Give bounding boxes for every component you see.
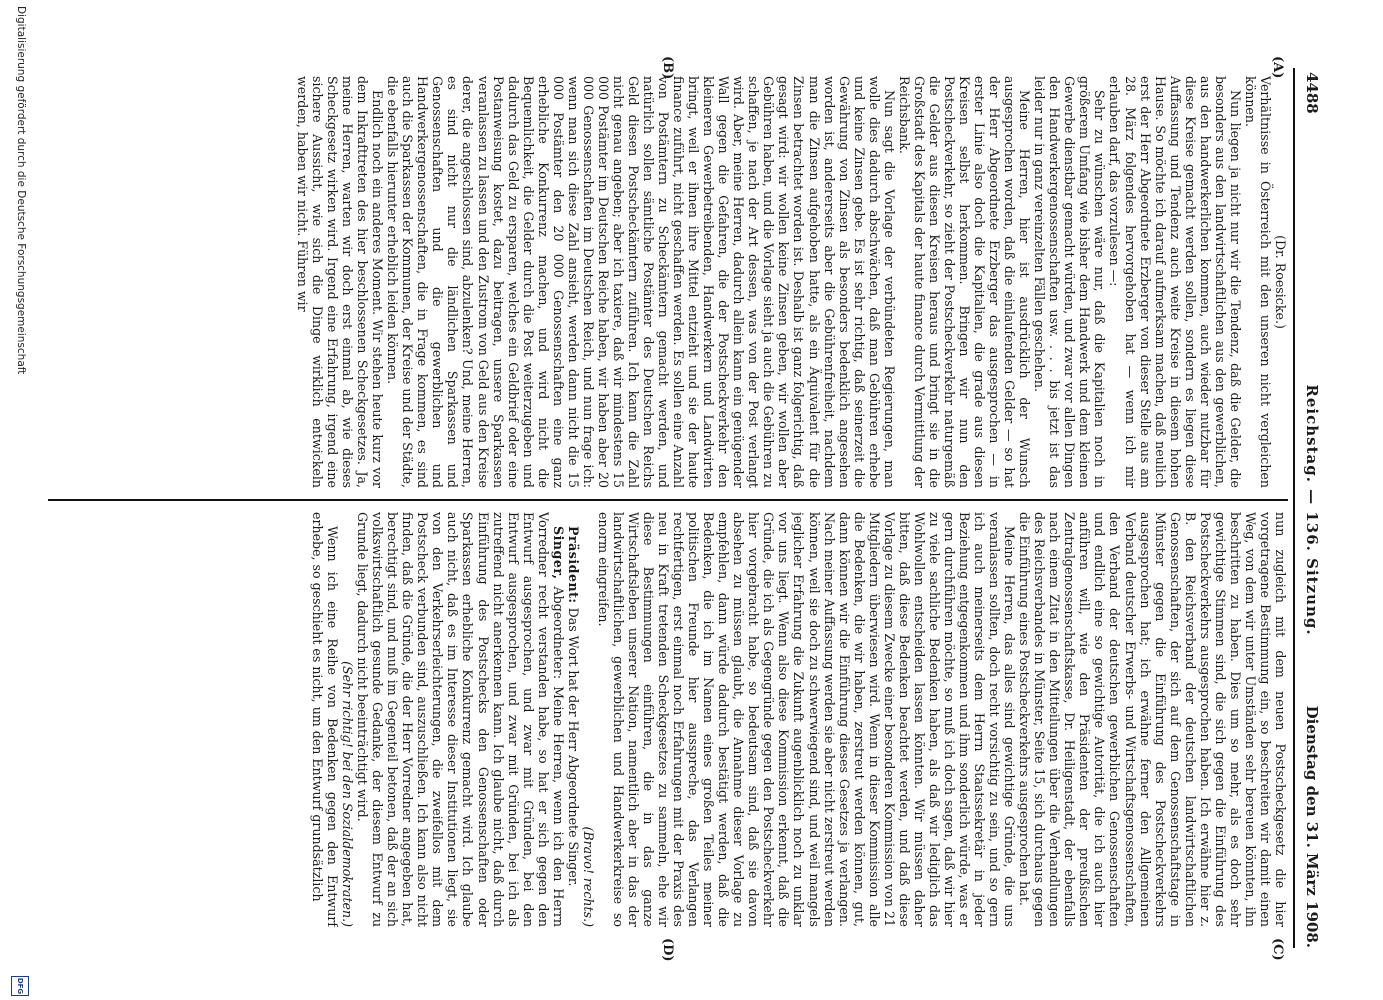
margin-marker-a: (A) <box>1270 56 1285 79</box>
page-number: 4488 <box>1303 72 1321 114</box>
speaker-name: Präsident: <box>565 526 581 604</box>
paragraph: Wenn ich eine Reihe von Bedenken gegen den Entwurf erhebe, so geschieht es nicht, um den Entwurf grundsätzlich <box>310 512 341 927</box>
paragraph: Endlich noch ein anderes Moment. Wir stehen heute kurz vor dem Inkrafttreten des hier beschlossenen Scheckgesetzes. Ja, meine Herren, warten wir doch erst einmal ab, wie dieses Scheckgesetz wirken wird. Irgend eine Erfahrung, irgend eine sichere Aussicht, wie sich die Dinge wirklich entwickeln werden, haben wir nicht. Führen wir <box>294 76 386 488</box>
paragraph <box>566 512 581 927</box>
dfg-logo: DFG <box>11 976 29 996</box>
margin-marker-c: (C) <box>1270 938 1285 961</box>
left-column <box>48 76 1288 488</box>
header-rule <box>1293 68 1295 948</box>
column-divider <box>48 499 1288 501</box>
paragraph: (Sehr richtig! bei den Sozialdemokraten.) <box>340 661 356 927</box>
paragraph: Nun liegen ja nicht nur wir die Tendenz, daß die Gelder, die besonders aus den landwirtschaftlichen aus den gewerblichen, aus den handwerkerlichen kommen, auch wieder nutzbar für diese Kreise gemacht werden sollen, sondern es liegen diese Auffassung und Tendenz auch weite Kreise in diesem hohen Hause. So möchte ich darauf aufmerksam machen, daß neulich erst der Herr Abgeordnete Erzberger von dieser Stelle aus am 28. März folgendes hervorgehoben hat — wenn ich mir erlauben darf, das vorzulesen —: <box>1107 76 1243 488</box>
paragraph-text: Das Wort hat der Herr Abgeordnete Singer. <box>565 603 581 887</box>
paragraph: Meine Herren, hier ist ausdrücklich der Wunsch ausgesprochen worden, daß die einlaufenden Gelder — so hat der Herr Abgeordnete Erzberger das ausgesprochen — in erster Linie also doch die Kapitalien, die grade aus diesen Kreisen selbst herkommen. Bringen wir nun den Postscheckverkehr, so zieht der Postscheckverkehr naturgemäß die Gelder aus diesen Kreisen heraus und bringt sie in die Großstadt des Kapitals der haute finance durch Vermittlung der Reichsbank. <box>896 76 1033 488</box>
paragraph: (Bravo! rechts.) <box>580 826 596 927</box>
attribution-text: Digitalisierung gefördert durch die Deutsche Forschungsgemeinschaft <box>15 6 27 375</box>
session-date: Dienstag den 31. März 1908. <box>1303 705 1321 948</box>
paragraph: Sehr zu wünschen wäre nur, daß die Kapitalien noch in größerem Umfang wie bisher dem Handwerk und dem kleinen Gewerbe dienstbar gemacht würden, und zwar vor allen Dingen den Handwerkergenossenschaften usw. . . . bis jetzt ist das leider nur in ganz vereinzelten Fällen geschehen. <box>1032 76 1108 488</box>
paragraph-text: Abgeordneter: Meine Herren, wenn ich den Herrn Vorredner recht verstanden habe, so hat er sich gegen den Entwurf ausgesprochen, und zwar mit Gründen, bei den Entwurf ausgesprochen, und zwar mit Gründen, bei ich als zutreffend nicht anerkennen kann. Ich glaube nicht, daß durch Einführung des Postschecks den Genossenschaften oder Sparkassen erhebliche Konkurrenz gemacht wird. Ich glaube auch nicht, daß es im Interesse dieser Institutionen liegt, sie von den Verkehrserleichterungen, die zweifellos mit dem Postscheck verbunden sind, auszuschließen. Ich kann also nicht finden, daß die Gründe, die der Herr Vorredner angegeben hat, berechtigt sind, und muß im Gegenteil betonen, daß der an sich volkswirtschaftlich gesunde Gedanke, der diesem Entwurf zu Grunde liegt, dadurch nicht beeinträchtigt wird. <box>355 512 566 927</box>
footer-attribution <box>9 0 31 1000</box>
speaker-name: Singer, <box>550 526 566 580</box>
paragraph: Verhältnisse in Österreich mit den unseren nicht vergleichen können. <box>1242 76 1273 488</box>
page-title: Reichstag. — 136. Sitzung. <box>1303 384 1321 636</box>
paragraph: (Dr. Roesicke.) <box>1273 235 1288 329</box>
paragraph <box>355 512 566 927</box>
paragraph: nun zugleich mit dem neuen Postscheckgesetz die hier vorgetragene Bestimmung ein, so beschreiten wir damit einen Weg, von dem wir unter Umständen sehr bereuen könnten, ihn beschritten zu haben. Dies um so mehr, als es doch sehr gewichtige Stimmen sind, die sich gegen die Einführung des Postscheckverkehrs ausgesprochen haben. Ich erwähne hier z. B. den Reichsverband der deutschen landwirtschaftlichen Genossenschaften, der sich auf dem Genossenschaftstage in Münster gegen die Einführung des Postscheckverkehrs ausgesprochen hat; ich erwähne ferner den Allgemeinen Verband deutscher Erwerbs- und Wirtschaftsgenossenschaften, den Verband der deutschen gewerblichen Genossenschaften und endlich eine so gewichtige Autorität, die ich auch hier anführen will, wie den Präsidenten der preußischen Zentralgenossenschaftskasse, Dr. Heiligenstadt, der ebenfalls nach einem Zitat in den Mitteilungen über die Verhandlungen des Reichsverbandes in Münster, Seite 15, sich durchaus gegen die Einführung eines Postscheckverkehrs ausgesprochen hat. <box>1017 512 1288 927</box>
page-header <box>1295 72 1321 948</box>
paragraph: Nun sagt die Vorlage der verbündeten Regierungen, man wolle dies dadurch abschwächen, daß man Gebühren erhebe und keine Zinsen gebe. Es ist sehr richtig, daß seinerzeit die Gewährung von Zinsen als besonders bedenklich angesehen worden ist, andererseits aber die Gebührenfreiheit, nachdem man die Zinsen aufgehoben hatte, als ein Äquivalent für die Zinsen betrachtet worden ist. Deshalb ist ganz folgerichtig, daß gesagt wird: wir wollen keine Zinsen geben, wir wollen aber Gebühren haben, und die Vorlage sieht ja auch die Gebühren zu schaffen, je nach der Art dessen, was von der Post verlangt wird. Aber, meine Herren, dadurch allein kann ein genügender Wall gegen die Gefahren, die der Postscheckverkehr den kleineren Gewerbetreibenden, Handwerkern und Landwirten bringt, weil er ihnen ihre Mittel entzieht und sie der haute finance zuführt, nicht geschaffen werden. Es sollen eine Anzahl von Postämtern zu Scheckämtern gemacht werden, und natürlich sollen sämtliche Postämter des Deutschen Reichs Geld diesen Postscheckämtern zuführen. Ich kann die Zahl nicht genau angeben; aber ich taxiere, daß wir mindestens 15 000 Postämter im Deutschen Reiche haben, wir haben aber 20 000 Genossenschaften im Deutschen Reich, und nun frage ich: wenn man sich diese Zahl ansieht, werden dann nicht die 15 000 Postämter den 20 000 Genossenschaften eine ganz erhebliche Konkurrenz machen, und wird nicht die Bequemlichkeit, die Gelder durch die Post weiterzugeben und dadurch das Geld zu ersparen, welches ein Geldbrief oder eine Postanweisung kostet, dazu beitragen, unsere Sparkassen veranlassen zu lassen und den Zustrom von Geld aus den Kreise derer, die angeschlossen sind, abzulenken? Und, meine Herren, es sind nicht nur die ländlichen Sparkassen und Genossenschaften und die gewerblichen und Handwerkergenossenschaften, die in Frage kommen, es sind auch die Sparkassen der Kommunen, der Kreise und der Städte, die ebenfalls hierunter erheblich leiden können. <box>385 76 897 488</box>
margin-marker-d: (D) <box>660 938 675 962</box>
paragraph: Meine Herren, das alles sind gewichtige Gründe, die uns veranlassen sollten, doch recht vorsichtig zu sein, und so gern ich auch meinerseits dem Herrn Staatssekretär in jeder Beziehung entgegenkommen und ihm sonderlich würde, was er gern durchführen möchte, so muß ich doch sagen, daß wir hier zu viele sachliche Bedenken haben, als daß wir lediglich das Wohlwollen entscheiden lassen könnten. Wir müssen daher bitten, daß diese Bedenken beachtet werden, und daß diese Vorlage zu diesem Zwecke einer besonderen Kommission von 21 Mitgliedern überwiesen wird. Wenn in dieser Kommission alle die Bedenken, die wir haben, zerstreut werden können, gut, dann können wir die Einführung dieses Gesetzes ja verlangen. Nach meiner Auffassung werden sie aber nicht zerstreut werden können, weil sie doch zu schwerwiegend sind, und weil mangels jeglicher Erfahrung die Zukunft augenblicklich noch zu unklar vor uns liegt. Wenn also diese Kommission erkennt, daß die Gründe, die ich als Gegengründe gegen den Postscheckverkehr hier vorgebracht habe, so bedeutsam sind, daß sie davon absehen zu müssen glaubt, die Annahme dieser Vorlage zu empfehlen, dann würde dadurch bestätigt werden, daß die Bedenken, die ich im Namen eines großen Teiles meiner politischen Freunde hier ausspreche, das Verlangen rechtfertigen, erst einmal noch Erfahrungen mit der Praxis des neu in Kraft tretenden Scheckgesetzes zu sammeln, ehe wir diese Bestimmungen einführen, die in das ganze Wirtschaftsleben unserer Nation, namentlich aber in das der landwirtschaftlichen, gewerblichen und Handwerkerkreise so enorm eingreifen. <box>595 512 1018 927</box>
right-column <box>48 512 1288 927</box>
margin-marker-b: (B) <box>660 56 675 80</box>
